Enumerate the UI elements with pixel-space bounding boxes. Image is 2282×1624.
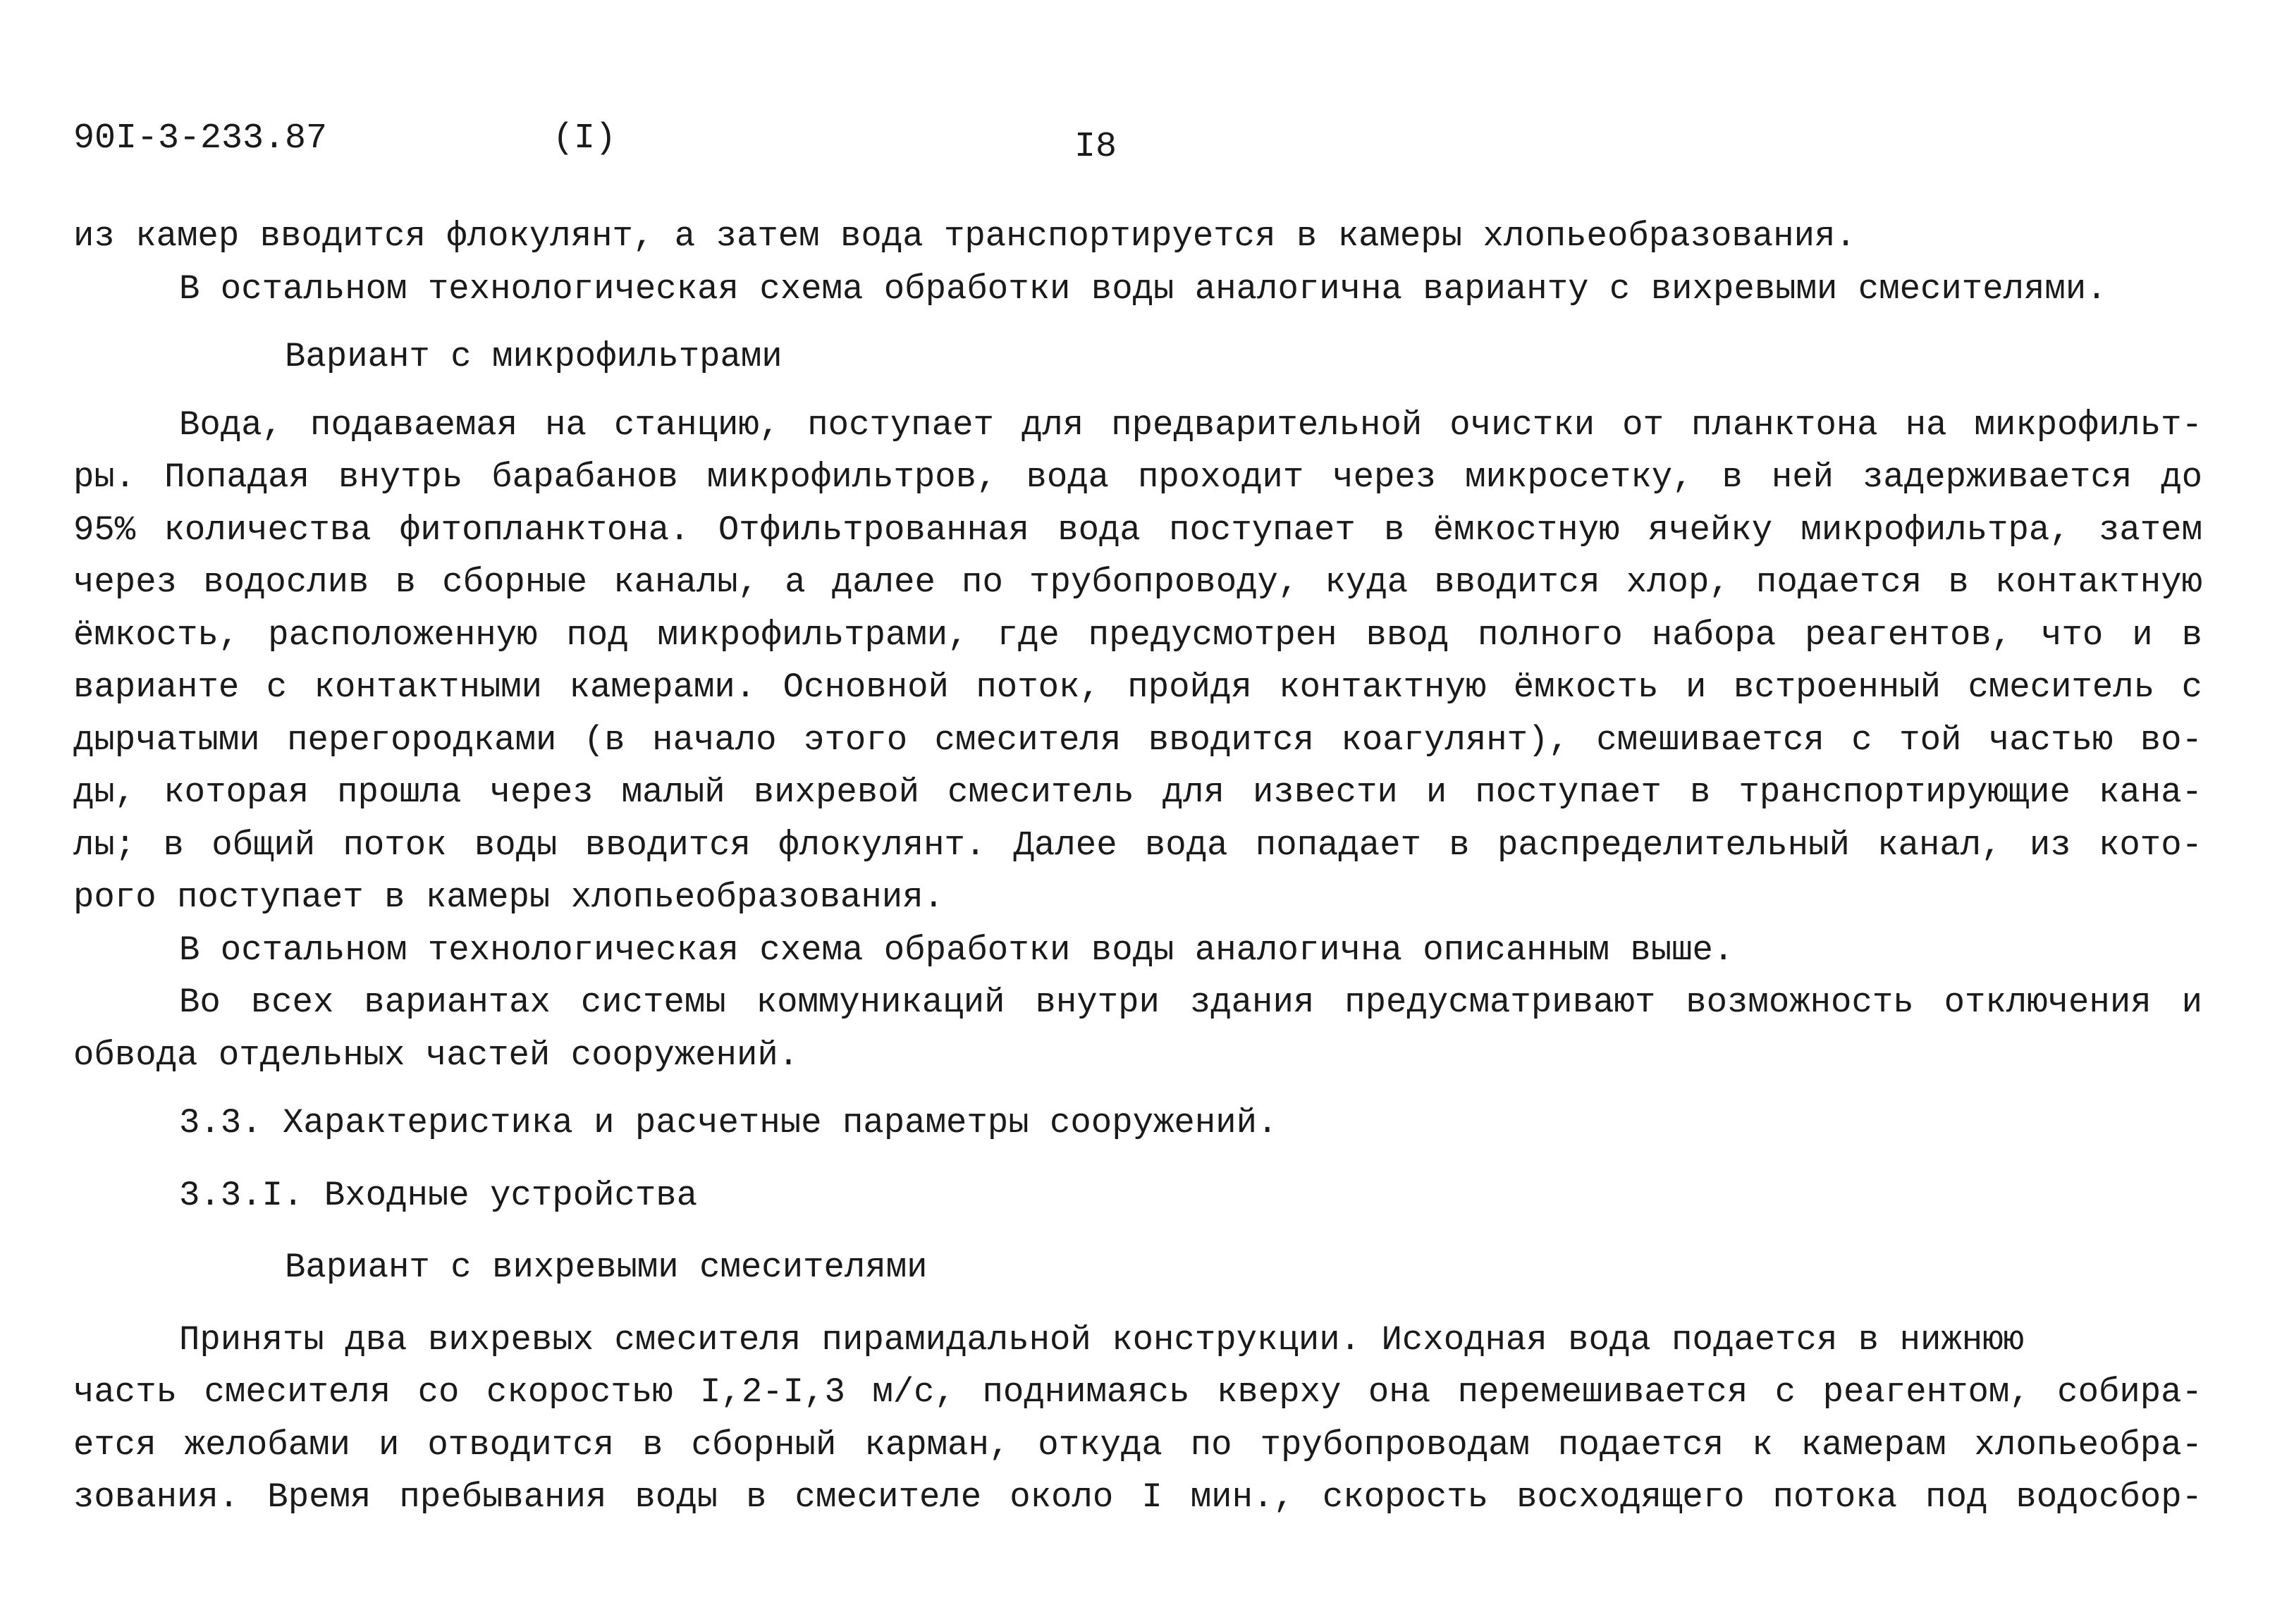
text-line: 95% количества фитопланктона. Отфильтрованная вода поступает в ёмкостную ячейку микрофильтра, затем bbox=[73, 510, 2202, 550]
page-header bbox=[73, 118, 2188, 175]
document-body bbox=[73, 210, 2202, 1524]
text-line: В остальном технологическая схема обработки воды аналогична описанным выше. bbox=[179, 930, 1734, 970]
section-heading: 3.3.I. Входные устройства bbox=[179, 1175, 698, 1215]
text-line: ёмкость, расположенную под микрофильтрами, где предусмотрен ввод полного набора реагентов, что и в bbox=[73, 615, 2202, 655]
text-line: лы; в общий поток воды вводится флокулянт. Далее вода попадает в распределительный канал, из кото- bbox=[73, 825, 2202, 865]
section-heading: 3.3. Характеристика и расчетные параметры сооружений. bbox=[179, 1103, 1278, 1143]
subsection-heading: Вариант с микрофильтрами bbox=[285, 337, 783, 376]
text-line: Во всех вариантах системы коммуникаций внутри здания предусматривают возможность отключения и bbox=[179, 983, 2202, 1022]
text-line: часть смесителя со скоростью I,2-I,3 м/с, поднимаясь кверху она перемешивается с реагентом, собира- bbox=[73, 1372, 2202, 1412]
text-line: В остальном технологическая схема обработки воды аналогична варианту с вихревыми смесителями. bbox=[179, 269, 2107, 309]
text-line: варианте с контактными камерами. Основной поток, пройдя контактную ёмкость и встроенный смеситель с bbox=[73, 668, 2202, 707]
page-number: I8 bbox=[1074, 127, 1117, 167]
text-line: через водослив в сборные каналы, а далее по трубопроводу, куда вводится хлор, подается в контактную bbox=[73, 562, 2202, 602]
text-line: зования. Время пребывания воды в смесителе около I мин., скорость восходящего потока под водосбор- bbox=[73, 1477, 2202, 1517]
document-code: 90I-3-233.87 bbox=[73, 118, 328, 159]
text-line: обвода отдельных частей сооружений. bbox=[73, 1035, 799, 1075]
sheet-number: (I) bbox=[553, 118, 617, 159]
text-line: ды, которая прошла через малый вихревой смеситель для извести и поступает в транспортирующие кана- bbox=[73, 773, 2202, 812]
text-line: ется желобами и отводится в сборный карман, откуда по трубопроводам подается к камерам хлопьеобра- bbox=[73, 1425, 2202, 1465]
text-line: дырчатыми перегородками (в начало этого смесителя вводится коагулянт), смешивается с той частью во- bbox=[73, 720, 2202, 760]
text-line: рого поступает в камеры хлопьеобразования. bbox=[73, 878, 945, 917]
subsection-heading: Вариант с вихревыми смесителями bbox=[285, 1248, 928, 1287]
text-line: Вода, подаваемая на станцию, поступает для предварительной очистки от планктона на микрофильт- bbox=[179, 405, 2202, 445]
text-line: Приняты два вихревых смесителя пирамидальной конструкции. Исходная вода подается в нижнюю bbox=[179, 1320, 2025, 1360]
text-line: ры. Попадая внутрь барабанов микрофильтров, вода проходит через микросетку, в ней задерживается до bbox=[73, 457, 2202, 497]
text-line: из камер вводится флокулянт, а затем вода транспортируется в камеры хлопьеобразования. bbox=[73, 216, 1856, 256]
